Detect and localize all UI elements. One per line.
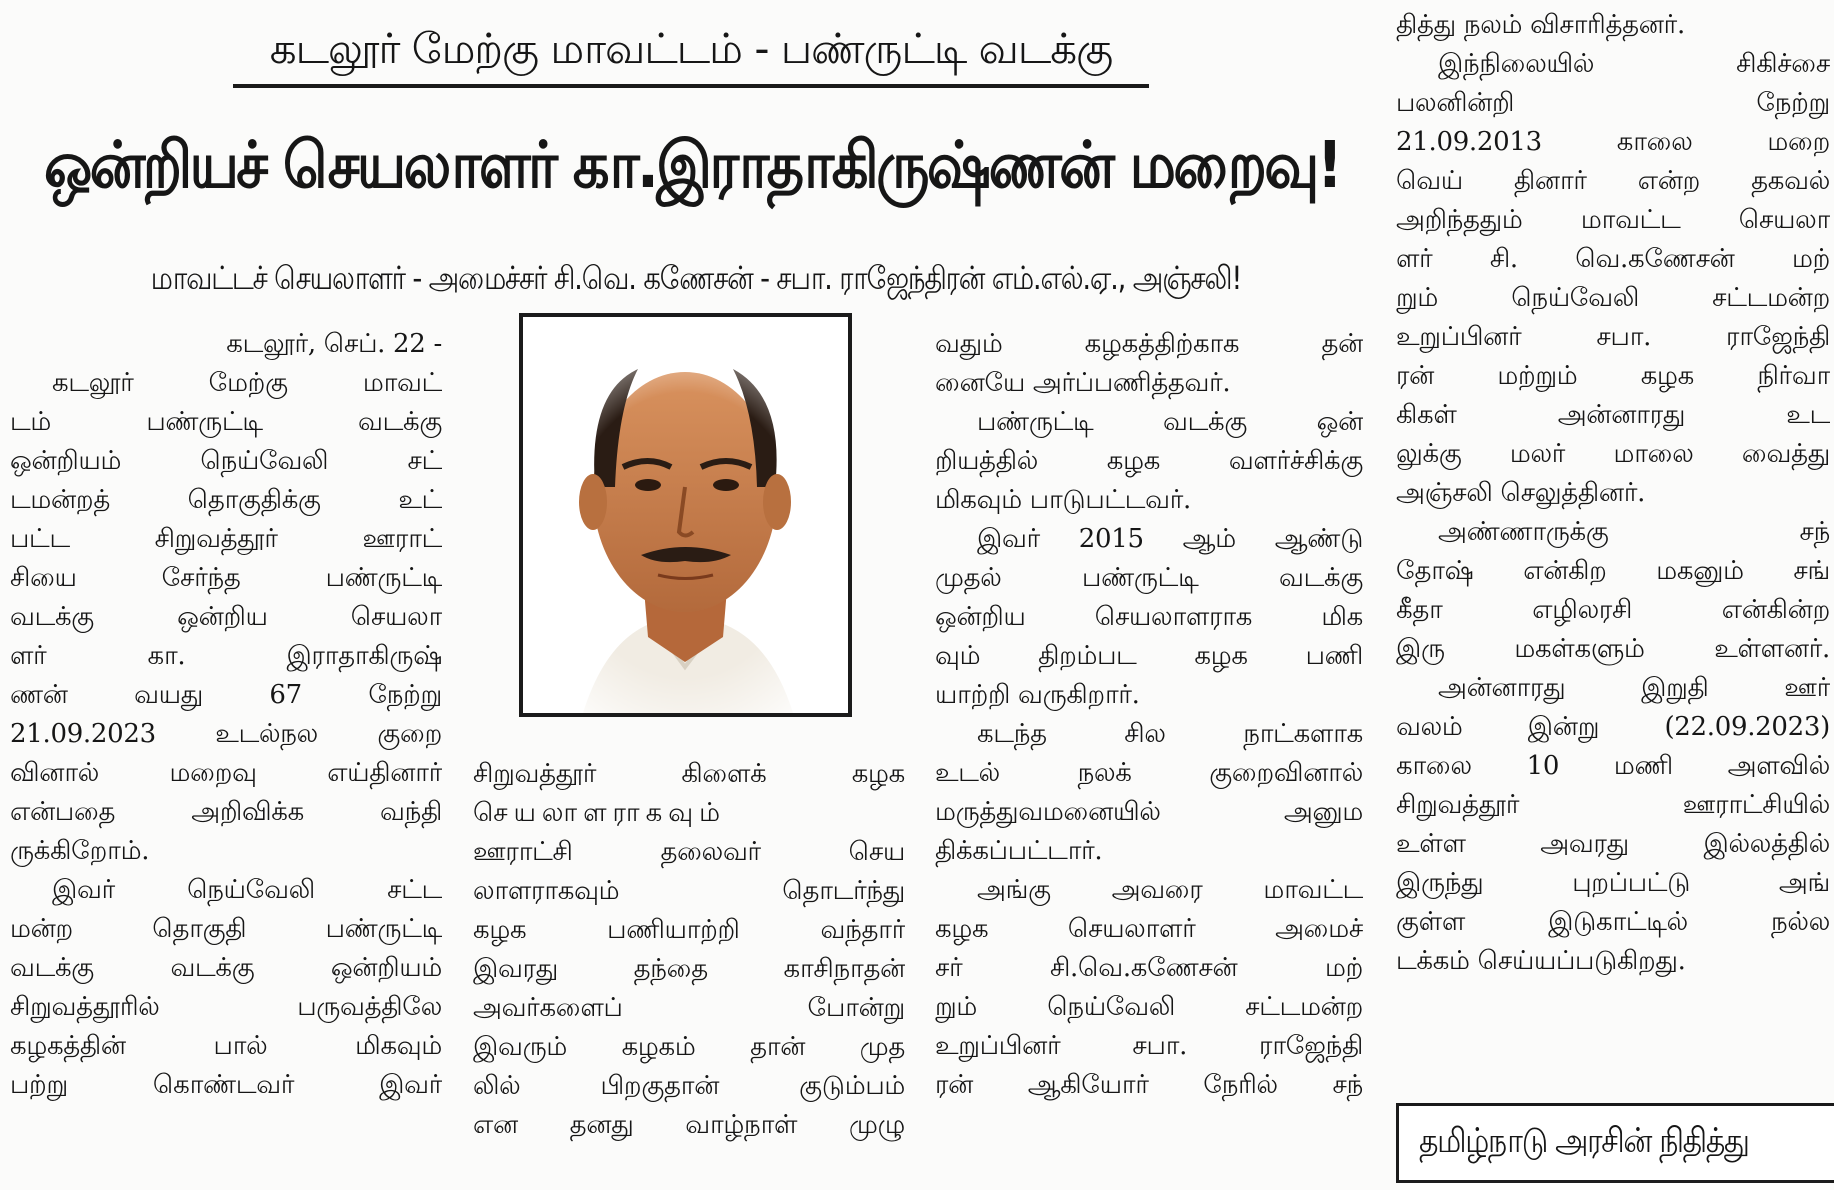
body-line: 21.09.2013 காலை மறை xyxy=(1396,127,1830,157)
article-column-1 xyxy=(10,325,442,1105)
body-line: உடல் நலக் குறைவினால் xyxy=(935,758,1363,788)
body-line: கிகள் அன்னாரது உட xyxy=(1396,400,1830,430)
body-line: வலம் இன்று (22.09.2023) xyxy=(1396,712,1830,742)
article-column-2 xyxy=(473,755,905,1145)
body-line: முதல் பண்ருட்டி வடக்கு xyxy=(935,563,1363,593)
body-line: டமன்றத் தொகுதிக்கு உட் xyxy=(10,485,442,515)
kicker-text: கடலூர் மேற்கு மாவட்டம் - பண்ருட்டி வடக்கு xyxy=(269,23,1113,73)
body-line: ஒன்றிய செயலாளராக மிக xyxy=(935,602,1363,632)
body-line: சர் சி.வெ.கணேசன் மற் xyxy=(935,953,1363,983)
headline xyxy=(12,120,1372,220)
body-line: யாற்றி வருகிறார். xyxy=(935,680,1140,710)
body-line: 21.09.2023 உடல்நல குறை xyxy=(10,719,442,749)
body-line: லில் பிறகுதான் குடும்பம் xyxy=(473,1071,905,1101)
body-line: காலை 10 மணி அளவில் xyxy=(1396,751,1830,781)
body-line: அறிந்ததும் மாவட்ட செயலா xyxy=(1396,205,1830,235)
body-line: ருக்கிறோம். xyxy=(10,836,150,866)
body-line: என்பதை அறிவிக்க வந்தி xyxy=(10,797,442,827)
body-line: உறுப்பினர் சபா. ராஜேந்தி xyxy=(1396,322,1830,352)
body-line: மன்ற தொகுதி பண்ருட்டி xyxy=(10,914,442,944)
body-line: சிறுவத்தூர் ஊராட்சியில் xyxy=(1396,790,1830,820)
body-line: மருத்துவமனையில் அனும xyxy=(935,797,1363,827)
body-line: உறுப்பினர் சபா. ராஜேந்தி xyxy=(935,1031,1363,1061)
body-line: வடக்கு வடக்கு ஒன்றியம் xyxy=(10,953,442,983)
body-line: லாளராகவும் தொடர்ந்து xyxy=(473,876,905,906)
body-line: என தனது வாழ்நாள் முழு xyxy=(473,1110,905,1140)
body-line: பண்ருட்டி வடக்கு ஒன் xyxy=(977,407,1363,437)
body-line: னையே அர்ப்பணித்தவர். xyxy=(935,368,1231,398)
article-column-4 xyxy=(1396,6,1830,981)
body-line: பலனின்றி நேற்று xyxy=(1396,88,1830,118)
obituary-photo xyxy=(519,313,852,717)
body-line: கடந்த சில நாட்களாக xyxy=(977,719,1363,749)
body-line: அஞ்சலி செலுத்தினர். xyxy=(1396,478,1646,508)
subheadline xyxy=(10,250,1382,310)
body-line: இவர் 2015 ஆம் ஆண்டு xyxy=(977,524,1363,554)
body-line: இந்நிலையில் சிகிச்சை xyxy=(1438,49,1830,79)
dateline: கடலூர், செப். 22 - xyxy=(226,329,442,359)
body-line: சியை சேர்ந்த பண்ருட்டி xyxy=(10,563,442,593)
body-line: ஊராட்சி தலைவர் செய xyxy=(473,837,905,867)
next-article-heading: தமிழ்நாடு அரசின் நிதித்து xyxy=(1419,1121,1749,1161)
body-line: லுக்கு மலர் மாலை வைத்து xyxy=(1396,439,1830,469)
body-line: கழக பணியாற்றி வந்தார் xyxy=(473,915,905,945)
body-line: மிகவும் பாடுபட்டவர். xyxy=(935,485,1191,515)
body-line: இவர் நெய்வேலி சட்ட xyxy=(52,875,442,905)
body-line: வெய் தினார் என்ற தகவல் xyxy=(1396,166,1830,196)
body-line: அவர்களைப் போன்று xyxy=(473,993,905,1023)
body-line: வதும் கழகத்திற்காக தன் xyxy=(935,329,1363,359)
portrait-image xyxy=(523,317,848,713)
body-line: கழகத்தின் பால் மிகவும் xyxy=(10,1031,442,1061)
body-line: குள்ள இடுகாட்டில் நல்ல xyxy=(1396,907,1830,937)
body-line: டம் பண்ருட்டி வடக்கு xyxy=(10,407,442,437)
body-line: சிறுவத்தூர் கிளைக் கழக xyxy=(473,759,905,789)
body-line: ரன் மற்றும் கழக நிர்வா xyxy=(1396,361,1830,391)
body-line: கடலூர் மேற்கு மாவட் xyxy=(52,368,442,398)
body-line: ளர் சி. வெ.கணேசன் மற் xyxy=(1396,244,1830,274)
body-line: இரு மகள்களும் உள்ளனர். xyxy=(1396,634,1830,664)
body-line: இவரும் கழகம் தான் முத xyxy=(473,1032,905,1062)
body-line: தோஷ் என்கிற மகனும் சங் xyxy=(1396,556,1830,586)
body-line: அங்கு அவரை மாவட்ட xyxy=(977,875,1363,905)
body-line: றியத்தில் கழக வளர்ச்சிக்கு xyxy=(935,446,1363,476)
body-line: கீதா எழிலரசி என்கின்ற xyxy=(1396,595,1830,625)
body-line: உள்ள அவரது இல்லத்தில் xyxy=(1396,829,1830,859)
body-line: வினால் மறைவு எய்தினார் xyxy=(10,758,442,788)
subheadline-text: மாவட்டச் செயலாளர் - அமைச்சர் சி.வெ. கணேசன் - சபா. ராஜேந்திரன் எம்.எல்.ஏ., அஞ்சலி! xyxy=(150,259,1242,297)
body-line: ஒன்றியம் நெய்வேலி சட் xyxy=(10,446,442,476)
body-line: சிறுவத்தூரில் பருவத்திலே xyxy=(10,992,442,1022)
body-line: டக்கம் செய்யப்படுகிறது. xyxy=(1396,946,1686,976)
headline-text: ஒன்றியச் செயலாளர் கா.இராதாகிருஷ்ணன் மறைவு! xyxy=(43,129,1341,203)
section-kicker xyxy=(233,18,1149,88)
body-line: றும் நெய்வேலி சட்டமன்ற xyxy=(1396,283,1830,313)
body-line: வடக்கு ஒன்றிய செயலா xyxy=(10,602,442,632)
body-line: ரன் ஆகியோர் நேரில் சந் xyxy=(935,1070,1363,1100)
body-line: இவரது தந்தை காசிநாதன் xyxy=(473,954,905,984)
body-line: பட்ட சிறுவத்தூர் ஊராட் xyxy=(10,524,442,554)
body-line: அன்னாரது இறுதி ஊர் xyxy=(1438,673,1830,703)
body-line: அண்ணாருக்கு சந் xyxy=(1438,517,1830,547)
body-line: இருந்து புறப்பட்டு அங் xyxy=(1396,868,1830,898)
next-article-heading-box xyxy=(1396,1103,1834,1183)
body-line: பற்று கொண்டவர் இவர் xyxy=(10,1070,442,1100)
body-line: திக்கப்பட்டார். xyxy=(935,836,1103,866)
body-line: றும் நெய்வேலி சட்டமன்ற xyxy=(935,992,1363,1022)
body-line: கழக செயலாளர் அமைச் xyxy=(935,914,1363,944)
body-line: ணன் வயது 67 நேற்று xyxy=(10,680,442,710)
body-line: ளர் கா. இராதாகிருஷ் xyxy=(10,641,442,671)
body-line: செயலாளராகவும் xyxy=(473,798,727,828)
body-line: தித்து நலம் விசாரித்தனர். xyxy=(1396,10,1685,40)
article-column-3 xyxy=(935,325,1363,1105)
body-line: வும் திறம்பட கழக பணி xyxy=(935,641,1363,671)
